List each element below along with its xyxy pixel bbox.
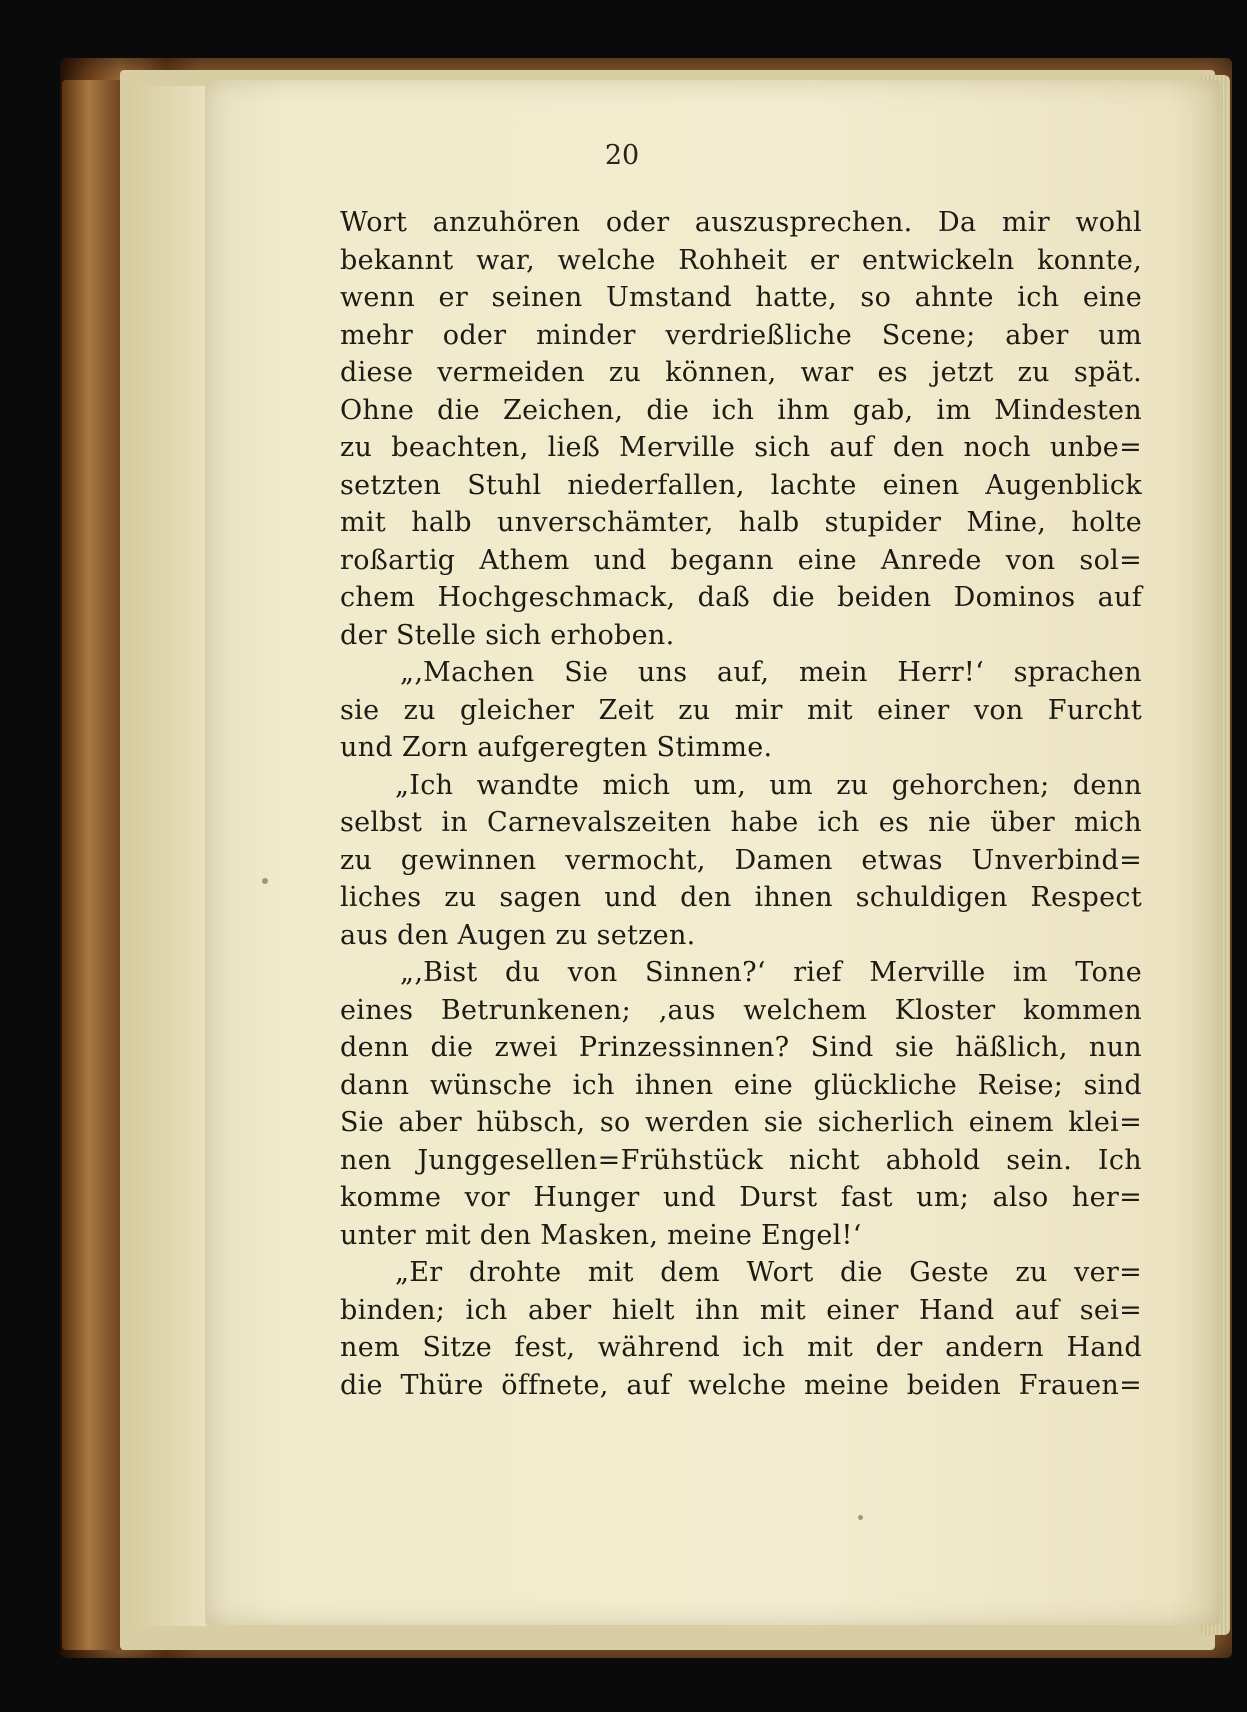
text-line: Wort anzuhören oder auszusprechen. Da mir wohl <box>340 207 1142 238</box>
text-line: „Ich wandte mich um, um zu gehorchen; denn <box>395 769 1142 801</box>
text-line: nem Sitze fest, während ich mit der andern Hand <box>340 1332 1142 1363</box>
page-number-text: 20 <box>604 140 640 171</box>
text-line: unter mit den Masken, meine Engel!‘ <box>340 1219 862 1251</box>
text-line: mit halb unverschämter, halb stupider Mine, holte <box>340 507 1142 538</box>
text-line: wenn er seinen Umstand hatte, so ahnte ich eine <box>340 282 1142 313</box>
text-line: zu beachten, ließ Merville sich auf den noch unbe= <box>340 432 1142 463</box>
previous-page-edge <box>128 86 208 1626</box>
text-line: Sie aber hübsch, so werden sie sicherlich einem klei= <box>340 1107 1142 1138</box>
text-line: „‚Bist du von Sinnen?‘ rief Merville im Tone <box>400 957 1142 988</box>
text-line: komme vor Hunger und Durst fast um; also her= <box>340 1182 1142 1213</box>
book-spine-edge <box>62 80 122 1650</box>
text-line: „Er drohte mit dem Wort die Geste zu ver= <box>395 1257 1142 1288</box>
text-line: Ohne die Zeichen, die ich ihm gab, im Mindesten <box>340 394 1142 426</box>
text-line: eines Betrunkenen; ‚aus welchem Kloster kommen <box>340 994 1142 1026</box>
text-line: der Stelle sich erhoben. <box>340 619 675 651</box>
page-number <box>0 140 1247 171</box>
text-line: dann wünsche ich ihnen eine glückliche Reise; sind <box>340 1069 1142 1101</box>
text-line: denn die zwei Prinzessinnen? Sind sie häßlich, nun <box>340 1032 1142 1063</box>
page-body-text <box>340 204 1142 1404</box>
text-line: mehr oder minder verdrießliche Scene; aber um <box>340 319 1142 351</box>
text-line: liches zu sagen und den ihnen schuldigen Respect <box>340 882 1142 913</box>
text-line: binden; ich aber hielt ihn mit einer Hand auf sei= <box>340 1294 1142 1326</box>
text-line: und Zorn aufgeregten Stimme. <box>340 732 773 763</box>
text-line: zu gewinnen vermocht, Damen etwas Unverbind= <box>340 844 1142 876</box>
text-line: „‚Machen Sie uns auf, mein Herr!‘ sprachen <box>400 657 1142 688</box>
text-line: bekannt war, welche Rohheit er entwickeln konnte, <box>340 244 1142 276</box>
text-line: die Thüre öffnete, auf welche meine beiden Frauen= <box>340 1369 1142 1401</box>
text-line: chem Hochgeschmack, daß die beiden Dominos auf <box>340 582 1142 613</box>
paper-stain <box>262 878 268 884</box>
text-line: selbst in Carnevalszeiten habe ich es nie über mich <box>340 807 1142 838</box>
text-line: aus den Augen zu setzen. <box>340 919 696 951</box>
text-line: nen Junggesellen=Frühstück nicht abhold sein. Ich <box>340 1144 1142 1176</box>
text-line: diese vermeiden zu können, war es jetzt zu spät. <box>340 357 1142 388</box>
text-line: setzten Stuhl niederfallen, lachte einen Augenblick <box>340 469 1142 501</box>
paper-stain <box>858 1515 863 1520</box>
text-line: roßartig Athem und begann eine Anrede von sol= <box>340 544 1142 576</box>
text-line: sie zu gleicher Zeit zu mir mit einer von Furcht <box>340 694 1142 726</box>
